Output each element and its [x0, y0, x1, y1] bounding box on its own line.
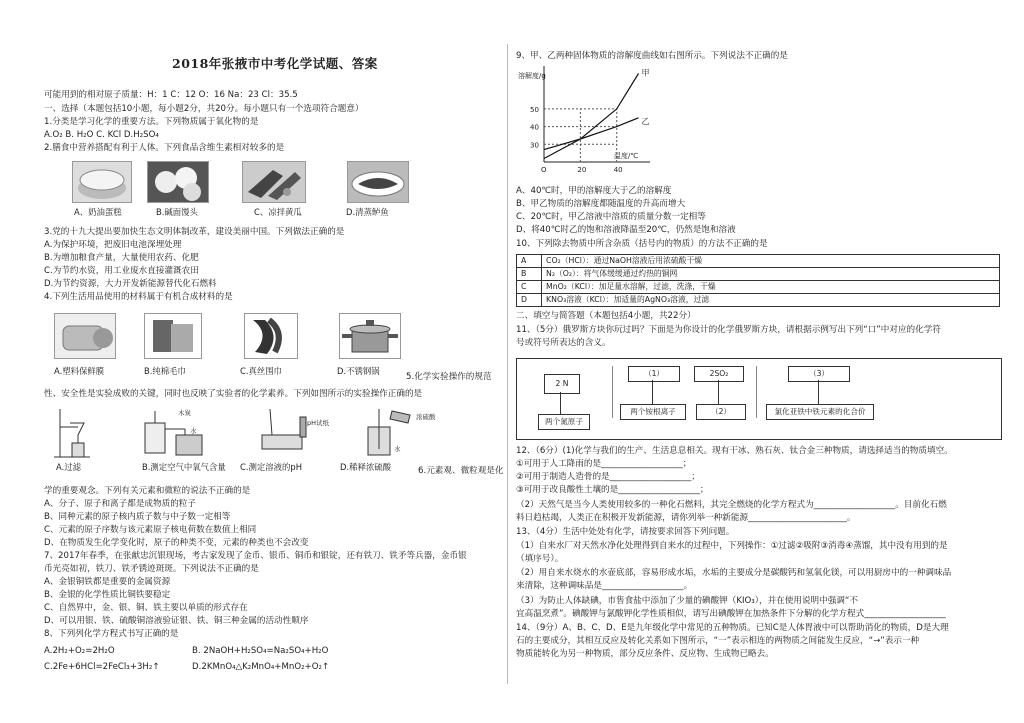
table-row	[517, 268, 1000, 281]
connector	[652, 380, 653, 404]
q9-option-c: C、20℃时，甲乙溶液中溶质的质量分数一定相等	[516, 212, 706, 222]
q11-stem: 11、（5分）俄罗斯方块你玩过吗？下面是为你设计的化学俄罗斯方块，请根据示例写出下列“口”中对应的化学符	[516, 325, 941, 335]
steamed-fish-photo	[347, 161, 409, 203]
q6-stem-start: 6.元素观、微粒观是化	[418, 466, 504, 476]
q10-text: KNO₃溶液（KCl）：加适量的AgNO₃溶液，过滤	[542, 294, 1000, 307]
box-ferrous-chloride: 氯化亚铁中铁元素的化合价	[766, 404, 874, 420]
box-ammonium: 两个铵根离子	[620, 404, 686, 420]
q7-option-c: C、自然界中，金、银、铜、铁主要以单质的形式存在	[44, 603, 248, 613]
q7-option-b: B、金银的化学性质比铜铁要稳定	[44, 590, 171, 600]
cucumber-photo	[242, 161, 306, 203]
series-label: 乙	[641, 116, 650, 126]
column-divider	[507, 44, 508, 684]
q10-table	[516, 254, 1000, 307]
q8-option-c: C.2Fe+6HCl=2FeCl₃+3H₂↑	[44, 662, 160, 672]
box-2so2: 2SO₂	[694, 366, 744, 382]
label-water: 水	[190, 427, 197, 435]
q10-text: CO₂（HCl）：通过NaOH溶液后用浓硫酸干燥	[542, 255, 1000, 268]
q3-option-d: D.为节约资源，大力开发新能源替代化石燃料	[44, 279, 217, 289]
q12-item-2: ②可用于制造人造骨的是___________________；	[516, 472, 700, 482]
connector	[612, 366, 613, 418]
q13-part3-b: 宜高温烹煮”。碘酸钾与氯酸钾化学性质相似，请写出碘酸钾在加热条件下分解的化学方程式___________________	[516, 609, 946, 619]
q2-stem: 2.膳食中营养搭配有利于人体。下列食品含维生素相对较多的是	[44, 143, 285, 153]
q10-key: D	[517, 294, 542, 307]
q13-stem: 13、（4分）生活中处处有化学，请按要求回答下列问题。	[516, 527, 735, 537]
table-row	[517, 294, 1000, 307]
label-conc-acid: 浓硫酸	[416, 413, 436, 421]
series-label: 甲	[641, 68, 650, 78]
q13-part2: （2）用自来水烧水的水壶底部，容易形成水垢，水垢的主要成分是碳酸钙和氢氧化镁，可以用厨房中的一种调味品	[516, 568, 952, 578]
q14-stem: 14、（9分）A、B、C、D、E是九年级化学中常见的五种物质。已知C是人体胃液中可以帮助消化的物质，D是大理	[516, 623, 949, 633]
q5-stem: 性、安全性是实验成败的关键，同时也反映了实验者的化学素养。下列如图所示的实验操作正确的是	[44, 389, 423, 399]
q13-part3: （3）为防止人体缺碘，市售食盐中添加了少量的碘酸钾（KIO₃），并在使用说明中强调“不	[516, 596, 858, 606]
q10-key: A	[517, 255, 542, 268]
series-line-yi	[544, 118, 639, 150]
q10-text: MnO₂（KCl）：加足量水溶解，过滤，洗涤，干燥	[542, 281, 1000, 294]
q5-option-c: C.测定溶液的pH	[240, 462, 302, 472]
dilute-acid-drawing	[368, 409, 410, 455]
y-tick-label: 30	[530, 141, 539, 150]
cotton-towel-photo	[144, 313, 202, 359]
box-two-n-atoms: 两个氮原子	[538, 414, 590, 430]
plastic-wrap-photo	[54, 313, 116, 359]
q5-option-d: D.稀释浓硫酸	[340, 462, 391, 472]
atomic-mass-line: 可能用到的相对原子质量：H：1 C：12 O：16 Na：23 Cl：35.5	[44, 90, 298, 100]
q3-stem: 3.党的十九大提出要加快生态文明体制改革，建设美丽中国。下列做法正确的是	[44, 227, 345, 237]
q2-option-d: D.清蒸鲈鱼	[346, 207, 389, 217]
q13-part1-b: （填序号）。	[516, 554, 564, 564]
q4-option-a: A.塑料保鲜膜	[54, 366, 105, 376]
q6-stem: 学的重要观念。下列有关元素和微粒的说法不正确的是	[44, 486, 251, 496]
steamed-bun-photo	[147, 161, 209, 203]
x-axis-label: 温度/℃	[614, 152, 639, 160]
y-tick-label: 50	[530, 105, 539, 114]
q5-option-a: A.过滤	[56, 462, 81, 472]
q8-option-b: B. 2NaOH+H₂SO₄=Na₂SO₄+H₂O	[192, 646, 329, 656]
box-blank-2: （2）	[696, 404, 746, 420]
q9-stem: 9、甲、乙两种固体物质的溶解度曲线如右图所示。下列说法不正确的是	[516, 51, 788, 61]
q7-option-d: D、可以用银、铁、硫酸铜溶液验证银、铁、铜三种金属的活动性顺序	[44, 616, 309, 626]
q5-option-b: B.测定空气中氧气含量	[142, 462, 226, 472]
box-blank-1: （1）	[628, 366, 680, 382]
section1-heading: 一、选择（本题包括10小题，每小题2分，共20分。每小题只有一个选项符合题意）	[44, 104, 364, 114]
q13-part1: （1）自来水厂对天然水净化处理得到自来水的过程中，下列操作：①过滤②吸附③消毒④蒸馏，其中没有用到的是	[516, 541, 948, 551]
q14-stem-3: 物质能转化为另一种物质，部分反应条件、反应物、生成物已略去。	[516, 649, 774, 659]
connector	[718, 380, 719, 404]
silk-scarf-photo	[244, 313, 298, 359]
steel-pot-photo	[339, 313, 401, 359]
box-blank-3: （3）	[788, 366, 850, 382]
q8-option-a: A.2H₂+O₂=2H₂O	[44, 646, 115, 656]
table-row	[517, 281, 1000, 294]
q6-option-a: A、分子、原子和离子都是成物质的粒子	[44, 499, 196, 509]
q4-option-c: C.真丝围巾	[240, 366, 283, 376]
q3-option-c: C.为节约水资，用工业废水直接灌溉农田	[44, 266, 199, 276]
q11-stem-2: 号或符号所表达的含义。	[516, 338, 611, 348]
q6-option-d: D、在物质发生化学变化时，原子的种类不变，元素的种类也不会改变	[44, 538, 309, 548]
connector	[818, 380, 819, 404]
q9-option-b: B、甲乙物质的溶解度都随温度的升高而增大	[516, 199, 686, 209]
q4-option-b: B.纯棉毛巾	[144, 366, 186, 376]
label-water-d: 水	[394, 445, 401, 453]
q7-stem: 7、2017年春季，在张献忠沉银现场，考古家发现了金币、银币、铜币和银锭，还有铁刀、铁矛等兵器，金币银	[44, 551, 467, 561]
q7-option-a: A、金银铜铁都是重要的金属资源	[44, 577, 171, 587]
q13-part2-b: 来清除，这种调味品是___________________。	[516, 581, 693, 591]
q12-part2: （2）天然气是当今人类使用较多的一种化石燃料，其完全燃烧的化学方程式为___________________。目前化石燃	[516, 500, 947, 510]
q2-option-c: C、凉拌黄瓜	[254, 207, 302, 217]
q8-stem: 8、下列列化学方程式书写正确的是	[44, 629, 179, 639]
y-tick-label: 40	[530, 123, 539, 132]
x-tick-label: O	[541, 166, 547, 174]
q10-text: N₂（O₂）：将气体缓缓通过灼热的铜网	[542, 268, 1000, 281]
label-charcoal: 木炭	[178, 409, 191, 417]
q9-option-d: D、将40℃时乙的饱和溶液降温至20℃，仍然是饱和溶液	[516, 225, 736, 235]
q4-option-d: D.不锈钢锅	[337, 366, 380, 376]
q14-stem-2: 石的主要成分，其相互反应及转化关系如下图所示，“一”表示相连的两物质之间能发生反应，“→”表示一种	[516, 636, 920, 646]
label-ph-paper: pH试纸	[307, 419, 330, 427]
q3-option-a: A.为保护环境，把废旧电池深埋处理	[44, 240, 182, 250]
y-axis-label: 溶解度/g	[518, 72, 546, 80]
q12-stem: 12、（6分）(1)化学与我们的生产、生活息息相关。现有干冰、熟石灰、钛合金三种物质，请选择适当的物质填空。	[516, 446, 953, 456]
q7-stem-2: 币光亮如初，铁刀、铁矛锈迹斑斑。下列说法不正确的是	[44, 564, 259, 574]
filtration-drawing	[54, 409, 90, 457]
cake-photo	[72, 161, 132, 203]
q10-key: C	[517, 281, 542, 294]
x-tick-label: 20	[577, 166, 587, 174]
exam-title: 2018年张掖市中考化学试题、答案	[172, 56, 378, 71]
lab-operations-figure	[50, 405, 450, 461]
q1-options: A.O₂ B. H₂O C. KCl D.H₂SO₄	[44, 130, 159, 140]
connector	[560, 392, 561, 414]
q9-option-a: A、40℃时，甲的溶解度大于乙的溶解度	[516, 186, 672, 196]
q12-item-3: ③可用于改良酸性土壤的是___________________；	[516, 485, 709, 495]
q10-key: B	[517, 268, 542, 281]
table-row	[517, 255, 1000, 268]
solubility-chart	[516, 62, 656, 182]
ph-test-drawing	[262, 409, 306, 449]
q2-option-a: A、奶油蛋糕	[74, 207, 122, 217]
q5-stem-start: 5.化学实验操作的规范	[406, 372, 492, 382]
connector	[756, 366, 757, 418]
q6-option-c: C、元素的原子序数与该元素原子核电荷数在数值上相同	[44, 525, 257, 535]
q6-option-b: B、同种元素的原子核内质子数与中子数一定相等	[44, 512, 231, 522]
box-2n: 2 N	[544, 374, 580, 394]
q8-option-d: D.2KMnO₄△K₂MnO₄+MnO₂+O₂↑	[192, 662, 330, 672]
q2-option-b: B.碱面馒头	[156, 207, 198, 217]
x-tick-label: 40	[613, 166, 623, 174]
q12-part2-b: 料日趋枯竭，人类正在积极开发新能源，请你列举一种新能源_______________________。	[516, 513, 856, 523]
q1-stem: 1.分类是学习化学的重要方法。下列物质属于氧化物的是	[44, 117, 259, 127]
section2-heading: 二、填空与简答题（本题包括4小题，共22分）	[516, 311, 696, 321]
q10-stem: 10、下列除去物质中所含杂质（括号内的物质）的方法不正确的是	[516, 239, 768, 249]
q12-item-1: ①可用于人工降雨的是___________________；	[516, 459, 692, 469]
q3-option-b: B.为增加粮食产量，大量使用农药、化肥	[44, 253, 199, 263]
q4-stem: 4.下列生活用品使用的材料属于有机合成材料的是	[44, 292, 233, 302]
